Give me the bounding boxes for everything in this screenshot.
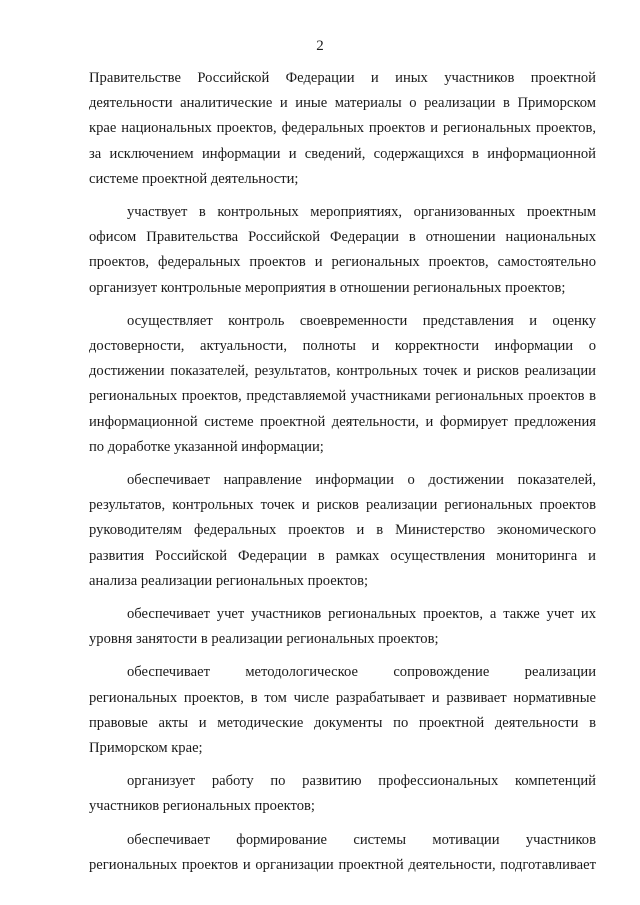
text-line: обеспечивает направление информации о достижении показателей,	[127, 472, 596, 489]
text-line: осуществляет контроль своевременности представления и оценку	[127, 312, 596, 329]
text-line: региональных проектов и организации проектной деятельности, подготавливает	[89, 856, 596, 873]
paragraph	[89, 200, 596, 301]
text-line: системе проектной деятельности;	[89, 170, 299, 187]
text-line: достоверности, актуальности, полноты и корректности информации о	[89, 338, 596, 355]
paragraph	[89, 468, 596, 594]
text-line: деятельности аналитические и иные материалы о реализации в Приморском	[89, 95, 596, 112]
document-body	[89, 66, 596, 886]
text-line: обеспечивает формирование системы мотивации участников	[127, 831, 596, 848]
text-line: результатов, контрольных точек и рисков реализации региональных проектов	[89, 497, 596, 514]
text-line: участвует в контрольных мероприятиях, организованных проектным	[127, 204, 596, 221]
text-line: по доработке указанной информации;	[89, 438, 324, 455]
text-line: офисом Правительства Российской Федерации в отношении национальных	[89, 229, 596, 246]
text-line: региональных проектов, в том числе разрабатывает и развивает нормативные	[89, 689, 596, 706]
paragraph	[89, 769, 596, 819]
text-line: Правительстве Российской Федерации и иных участников проектной	[89, 70, 596, 86]
paragraph	[89, 602, 596, 652]
text-line: развития Российской Федерации в рамках осуществления мониторинга и	[89, 547, 596, 564]
text-line: достижении показателей, результатов, контрольных точек и рисков реализации	[89, 363, 596, 380]
text-line: руководителям федеральных проектов и в Министерство экономического	[89, 522, 596, 539]
text-line: Приморском крае;	[89, 740, 203, 757]
text-line: участников региональных проектов;	[89, 798, 315, 815]
text-line: организует работу по развитию профессиональных компетенций	[127, 773, 596, 790]
text-line: анализа реализации региональных проектов;	[89, 572, 369, 589]
text-line: проектов, федеральных проектов и региональных проектов, самостоятельно	[89, 254, 596, 271]
text-line: обеспечивает учет участников региональных проектов, а также учет их	[127, 606, 596, 623]
text-line: информационной системе проектной деятельности, и формирует предложения	[89, 413, 596, 430]
paragraph	[89, 660, 596, 761]
text-line: организует контрольные мероприятия в отношении региональных проектов;	[89, 279, 566, 296]
text-line: правовые акты и методические документы по проектной деятельности в	[89, 714, 596, 731]
paragraph	[89, 309, 596, 460]
text-line: за исключением информации и сведений, содержащихся в информационной	[89, 145, 596, 162]
text-line: уровня занятости в реализации региональных проектов;	[89, 631, 439, 648]
text-line: крае национальных проектов, федеральных проектов и региональных проектов,	[89, 120, 596, 137]
text-line: обеспечивает методологическое сопровождение реализации	[127, 664, 596, 681]
paragraph	[89, 828, 596, 878]
paragraph	[89, 66, 596, 192]
text-line: региональных проектов, представляемой участниками региональных проектов в	[89, 388, 596, 405]
page-number: 2	[316, 38, 324, 54]
